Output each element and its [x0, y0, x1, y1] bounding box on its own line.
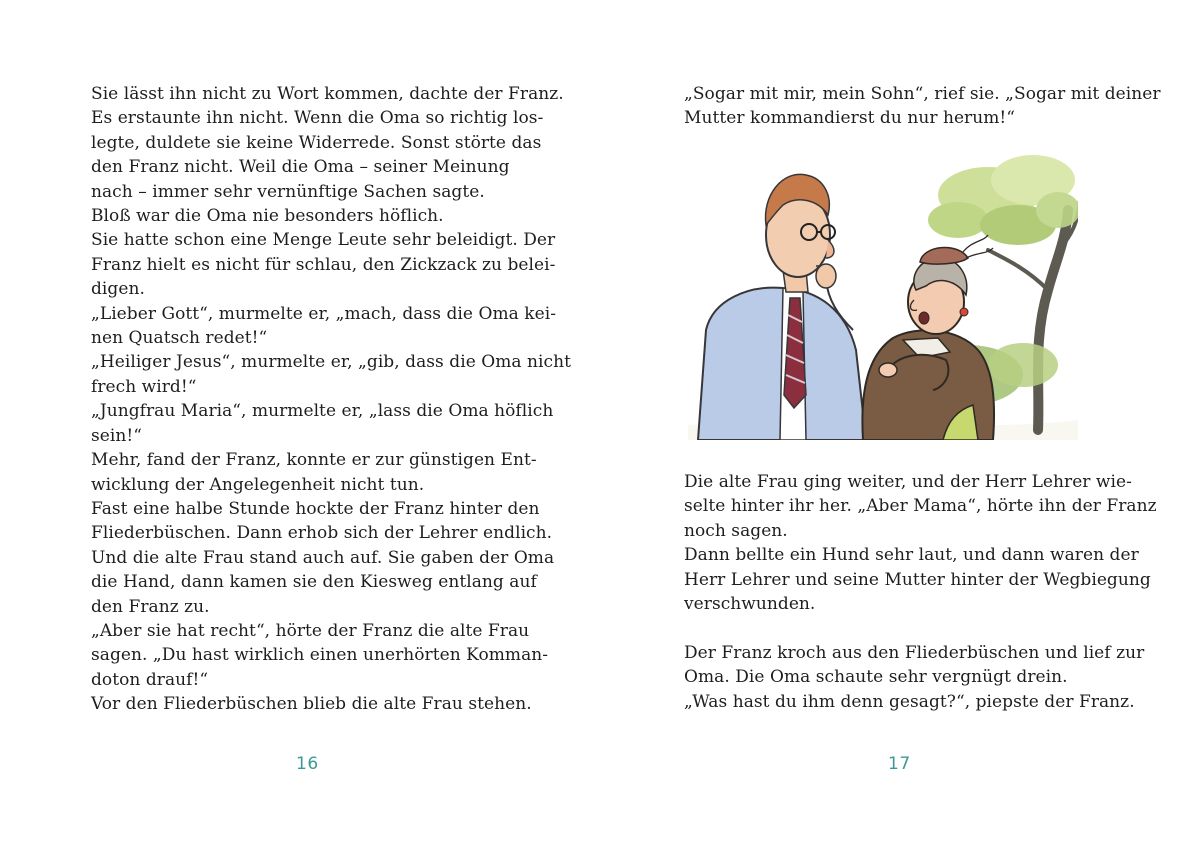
text-line: noch sagen.: [684, 520, 788, 541]
tree-foliage: [928, 155, 1078, 245]
text-line: Bloß war die Oma nie besonders höflich.: [91, 206, 444, 227]
text-line: frech wird!“: [91, 376, 197, 397]
right-page: [600, 0, 1200, 844]
text-line: Mehr, fand der Franz, konnte er zur günstigen Ent-: [91, 450, 537, 471]
text-line: „Jungfrau Maria“, murmelte er, „lass die Oma höflich: [91, 401, 554, 422]
text-line: Franz hielt es nicht für schlau, den Zickzack zu belei-: [91, 254, 556, 275]
woman-hat: [920, 247, 968, 264]
paragraph-gap: [684, 616, 1124, 640]
woman-earring: [960, 308, 968, 316]
text-line: Mutter kommandierst du nur herum!“: [684, 108, 1016, 129]
text-line: wicklung der Angelegenheit nicht tun.: [91, 474, 425, 495]
tree-branch: [988, 250, 1048, 290]
text-line: den Franz zu.: [91, 596, 210, 617]
page-number: 16: [296, 754, 319, 774]
text-line: Oma. Die Oma schaute sehr vergnügt drein.: [684, 667, 1068, 688]
story-illustration: [688, 140, 1078, 440]
text-line: verschwunden.: [684, 594, 816, 615]
text-line: „Was hast du ihm denn gesagt?“, piepste der Franz.: [684, 691, 1135, 712]
text-line: „Heiliger Jesus“, murmelte er, „gib, dass die Oma nicht: [91, 352, 571, 373]
woman-hat-feather: [963, 235, 993, 258]
text-line: Fast eine halbe Stunde hockte der Franz hinter den: [91, 498, 540, 519]
text-line: „Lieber Gott“, murmelte er, „mach, dass die Oma kei-: [91, 303, 557, 324]
text-line: Sie hatte schon eine Menge Leute sehr beleidigt. Der: [91, 230, 556, 251]
right-page-top-text: [684, 82, 1161, 131]
text-line: „Aber sie hat recht“, hörte der Franz die alte Frau: [91, 620, 530, 641]
woman-hand: [879, 363, 897, 377]
text-line: Sie lässt ihn nicht zu Wort kommen, dachte der Franz.: [91, 84, 564, 104]
text-line: Vor den Fliederbüschen blieb die alte Frau stehen.: [91, 694, 532, 715]
man-hand: [816, 264, 836, 288]
text-line: nen Quatsch redet!“: [91, 328, 268, 349]
text-line: Es erstaunte ihn nicht. Wenn die Oma so richtig los-: [91, 108, 544, 129]
text-line: legte, duldete sie keine Widerrede. Sonst störte das: [91, 132, 542, 153]
woman-mouth: [919, 312, 929, 324]
text-line: Die alte Frau ging weiter, und der Herr Lehrer wie-: [684, 472, 1132, 492]
text-line: digen.: [91, 279, 145, 300]
left-page-text: [91, 82, 571, 717]
text-line: sein!“: [91, 425, 142, 446]
text-line: Fliederbüschen. Dann erhob sich der Lehrer endlich.: [91, 523, 553, 544]
text-line: „Sogar mit mir, mein Sohn“, rief sie. „Sogar mit deiner: [684, 84, 1161, 104]
text-line: Dann bellte ein Hund sehr laut, und dann waren der: [684, 545, 1139, 566]
text-line: den Franz nicht. Weil die Oma – seiner Meinung: [91, 157, 510, 178]
text-line: doton drauf!“: [91, 669, 209, 690]
page-number: 17: [888, 754, 911, 774]
text-line: Und die alte Frau stand auch auf. Sie gaben der Oma: [91, 547, 555, 568]
text-line: Herr Lehrer und seine Mutter hinter der Wegbiegung: [684, 569, 1151, 590]
text-line: selte hinter ihr her. „Aber Mama“, hörte ihn der Franz: [684, 496, 1157, 517]
right-page-bottom-text: [684, 470, 1157, 714]
text-line: nach – immer sehr vernünftige Sachen sagte.: [91, 181, 485, 202]
text-line: Der Franz kroch aus den Fliederbüschen und lief zur: [684, 642, 1145, 663]
text-line: sagen. „Du hast wirklich einen unerhörten Komman-: [91, 645, 549, 666]
text-line: die Hand, dann kamen sie den Kiesweg entlang auf: [91, 572, 537, 593]
